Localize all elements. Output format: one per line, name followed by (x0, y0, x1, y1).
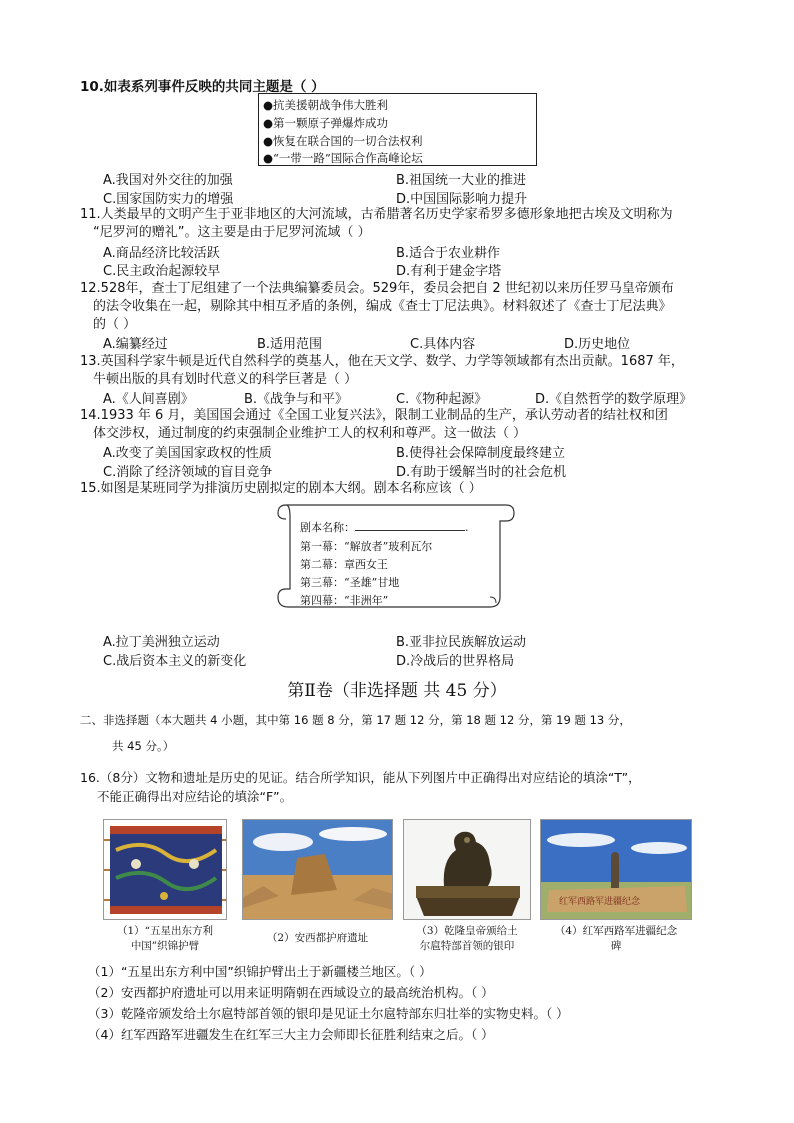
caption-4: （4）红军西路军进疆纪念 碑 (554, 925, 678, 952)
brocade-armguard-image (103, 819, 227, 920)
q10-table-row: ●“一带一路”国际合作高峰论坛 (263, 151, 423, 165)
q14-option-d: D.有助于缓解当时的社会危机 (396, 465, 567, 480)
q12-stem-line3: 的（ ） (93, 317, 137, 332)
q10-table-row: ●第一颗原子弹爆炸成功 (263, 116, 389, 130)
q14-stem-line1: 14.1933 年 6 月，美国国会通过《全国工业复兴法》，限制工业制品的生产，承认劳动者的结社权和团 (80, 408, 668, 423)
q13-option-a: A.《人间喜剧》 (103, 392, 194, 407)
q13-option-c: C.《物种起源》 (396, 392, 488, 407)
q10-table-row: ●恢复在联合国的一切合法权利 (263, 134, 423, 148)
q15-option-b: B.亚非拉民族解放运动 (396, 635, 527, 650)
q12-stem-line1: 12.528年，查士丁尼组建了一个法典编纂委员会。529年，委员会把自 2 世纪初以来历任罗马皇帝颁布 (80, 281, 674, 296)
q11-stem-line1: 11.人类最早的文明产生于亚非地区的大河流域，古希腊著名历史学家希罗多德形象地把古埃及文明称为 (80, 207, 673, 222)
q10-table-row: ●抗美援朝战争伟大胜利 (263, 98, 389, 112)
red-army-monument-image (540, 819, 692, 920)
q16-stem-line1: 16.（8分）文物和遗址是历史的见证。结合所学知识，能从下列图片中正确得出对应结论的填涂“T”， (80, 770, 641, 785)
q13-stem-line1: 13.英国科学家牛顿是近代自然科学的奠基人，他在天文学、数学、力学等领域都有杰出贡献。1687 年， (80, 354, 684, 369)
q14-option-b: B.使得社会保障制度最终建立 (396, 446, 566, 461)
q10-option-a: A.我国对外交往的加强 (103, 173, 233, 188)
q10-event-table (258, 93, 537, 166)
caption-1: （1）“五星出东方利 中国”织锦护臂 (116, 925, 214, 952)
q11-option-b: B.适合于农业耕作 (396, 246, 501, 261)
q14-stem-line2: 体交涉权，通过制度的约束强制企业维护工人的权利和尊严。这一做法（ ） (93, 426, 527, 441)
q10-stem: 10.如表系列事件反映的共同主题是（ ） (80, 79, 325, 95)
part2-instructions-line1: 二、非选择题（本大题共 4 小题，其中第 16 题 8 分，第 17 题 12 分，第 18 题 12 分，第 19 题 13 分， (80, 713, 631, 727)
q11-option-c: C.民主政治起源较早 (103, 264, 221, 279)
q15-option-d: D.冷战后的世界格局 (396, 654, 515, 669)
section-title: 第Ⅱ卷（非选择题 共 45 分） (287, 681, 507, 701)
scroll-title-label: 剧本名称： . (300, 521, 469, 534)
q13-option-d: D.《自然哲学的数学原理》 (535, 392, 693, 407)
q15-option-c: C.战后资本主义的新变化 (103, 654, 247, 669)
anxi-ruins-image (242, 819, 393, 920)
q12-option-d: D.历史地位 (564, 337, 631, 352)
q15-stem: 15.如图是某班同学为排演历史剧拟定的剧本大纲。剧本名称应该（ ） (80, 481, 482, 496)
silver-seal-image (403, 819, 531, 920)
svg-text:红军西路军进疆纪念: 红军西路军进疆纪念 (559, 897, 641, 907)
q11-stem-line2: “尼罗河的赠礼”。这主要是由于尼罗河流域（ ） (93, 225, 371, 240)
q12-option-b: B.适用范围 (257, 337, 323, 352)
q14-option-a: A.改变了美国国家政权的性质 (103, 446, 272, 461)
q16-statement-4: （4）红军西路军进疆发生在红军三大主力会师即长征胜利结束之后。（ ） (88, 1027, 494, 1042)
q11-option-a: A.商品经济比较活跃 (103, 246, 220, 261)
q14-option-c: C.消除了经济领域的盲目竞争 (103, 465, 273, 480)
q13-stem-line2: 牛顿出版的具有划时代意义的科学巨著是（ ） (93, 372, 358, 387)
caption-2: （2）安西都护府遗址 (266, 932, 369, 944)
q16-statement-3: （3）乾隆帝颁发给土尔扈特部首领的银印是见证土尔扈特部东归壮举的实物史料。（ ） (88, 1006, 569, 1021)
scroll-act-1: 第一幕：“解放者”玻利瓦尔 (300, 540, 433, 553)
q16-stem-line2: 不能正确得出对应结论的填涂“F”。 (97, 789, 293, 804)
part2-instructions-line2: 共 45 分。） (112, 739, 175, 753)
caption-3: （3）乾隆皇帝颁给土 尔扈特部首领的银印 (416, 925, 518, 952)
q16-statement-1: （1）“五星出东方利中国”织锦护臂出土于新疆楼兰地区。（ ） (88, 964, 432, 979)
scroll-act-2: 第二幕：章西女王 (300, 558, 388, 571)
q12-option-a: A.编纂经过 (103, 337, 168, 352)
q13-option-b: B.《战争与和平》 (244, 392, 349, 407)
q12-stem-line2: 的法令收集在一起，剔除其中相互矛盾的条例，编成《查士丁尼法典》。材料叙述了《查士丁尼法典》 (93, 299, 672, 314)
q11-option-d: D.有利于建金字塔 (396, 264, 502, 279)
q15-option-a: A.拉丁美洲独立运动 (103, 635, 220, 650)
q10-option-c: C.国家国防实力的增强 (103, 192, 234, 207)
q10-option-b: B.祖国统一大业的推进 (396, 173, 527, 188)
scroll-act-4: 第四幕：“非洲年” (300, 594, 389, 607)
q15-script-scroll (274, 497, 516, 614)
q16-statement-2: （2）安西都护府遗址可以用来证明隋朝在西域设立的最高统治机构。（ ） (88, 985, 494, 1000)
q10-option-d: D.中国国际影响力提升 (396, 192, 528, 207)
scroll-act-3: 第三幕：“圣雄”甘地 (300, 576, 400, 589)
q12-option-c: C.具体内容 (410, 337, 476, 352)
